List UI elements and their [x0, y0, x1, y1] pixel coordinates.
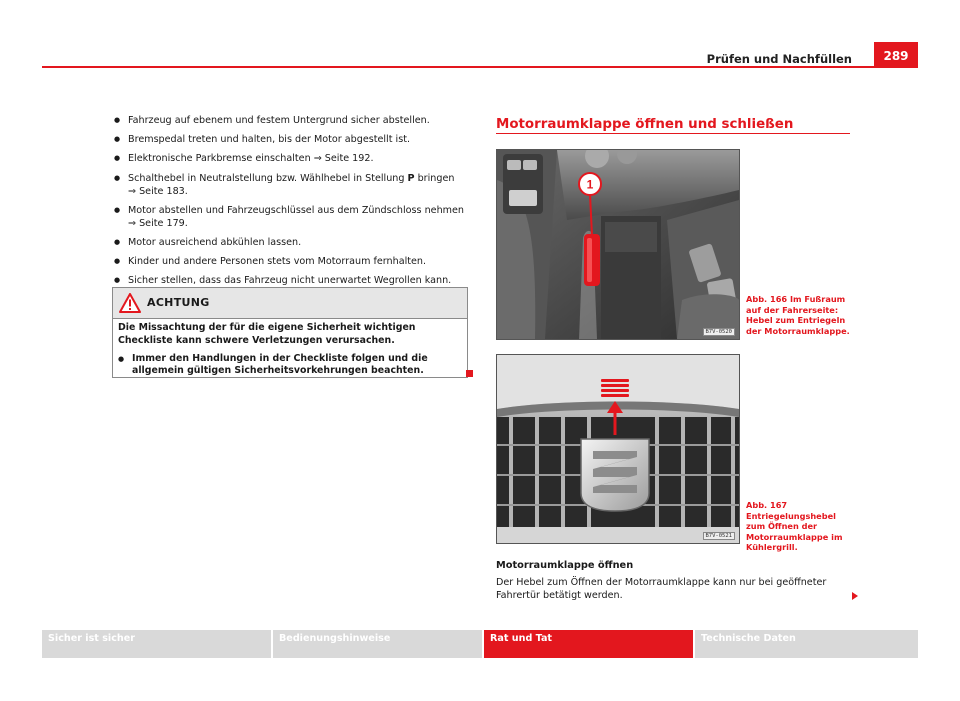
section-title-rule: [496, 133, 850, 134]
checklist-item: ● Fahrzeug auf ebenem und festem Untergrund sicher abstellen.: [112, 114, 464, 127]
callout-number: 1: [586, 177, 594, 192]
checklist-item: ● Bremspedal treten und halten, bis der Motor abgestellt ist.: [112, 133, 464, 146]
grille-illustration: [497, 355, 739, 543]
warning-bullet: ● Immer den Handlungen in der Checkliste folgen und die allgemein gültigen Sicherheitsvorkehrungen beachten.: [118, 353, 464, 379]
warning-triangle-icon: [119, 293, 141, 313]
header-rule: [42, 66, 918, 68]
body-paragraph: Der Hebel zum Öffnen der Motorraumklappe kann nur bei geöffneter Fahrertür betätigt werden.: [496, 577, 827, 601]
figure-grille-lever: [496, 354, 740, 544]
section-title: Motorraumklappe öffnen und schließen: [496, 117, 794, 132]
tab-technische-daten[interactable]: Technische Daten: [695, 630, 918, 658]
tab-bedienungshinweise[interactable]: Bedienungshinweise: [273, 630, 484, 658]
warning-title: ACHTUNG: [147, 296, 210, 309]
warning-body: [118, 322, 464, 383]
figure-footwell-lever: [496, 149, 740, 340]
section-end-marker: [466, 370, 473, 377]
checklist-item: ● Elektronische Parkbremse einschalten ⇒ Seite 192.: [112, 152, 464, 165]
figure-caption: Abb. 166 Im Fußraum auf der Fahrerseite: Hebel zum Entriegeln der Motorraumklappe.: [746, 294, 850, 336]
warning-text: Die Missachtung der für die eigene Sicherheit wichtigen Checkliste kann schwere Verletzungen verursachen.: [118, 322, 416, 346]
checklist-item: ● Schalthebel in Neutralstellung bzw. Wählhebel in Stellung P bringen ⇒ Seite 183.: [112, 172, 464, 198]
checklist-item: ● Motor abstellen und Fahrzeugschlüssel aus dem Zündschloss nehmen ⇒ Seite 179.: [112, 204, 464, 230]
running-header-title: Prüfen und Nachfüllen: [706, 52, 852, 66]
checklist-item: ● Motor ausreichend abkühlen lassen.: [112, 236, 464, 249]
footwell-illustration: [497, 150, 739, 339]
continue-arrow-icon: [852, 592, 858, 600]
chapter-tabs: [42, 630, 918, 658]
warning-header: [113, 288, 467, 319]
page-number: 289: [874, 42, 918, 68]
tab-rat-und-tat[interactable]: Rat und Tat: [484, 630, 695, 658]
tab-sicher-ist-sicher[interactable]: Sicher ist sicher: [42, 630, 273, 658]
subheading: Motorraumklappe öffnen: [496, 560, 634, 571]
checklist-item: ● Kinder und andere Personen stets vom Motorraum fernhalten.: [112, 255, 464, 268]
checklist-item: ● Sicher stellen, dass das Fahrzeug nicht unerwartet Wegrollen kann.: [112, 274, 464, 287]
figure-code: B7V-0520: [703, 328, 736, 336]
warning-box: [112, 287, 468, 378]
checklist: [112, 114, 464, 294]
figure-caption: Abb. 167 Entriegelungshebel zum Öffnen der Motorraumklappe im Kühlergrill.: [746, 500, 843, 552]
figure-code: B7V-0521: [703, 532, 736, 540]
